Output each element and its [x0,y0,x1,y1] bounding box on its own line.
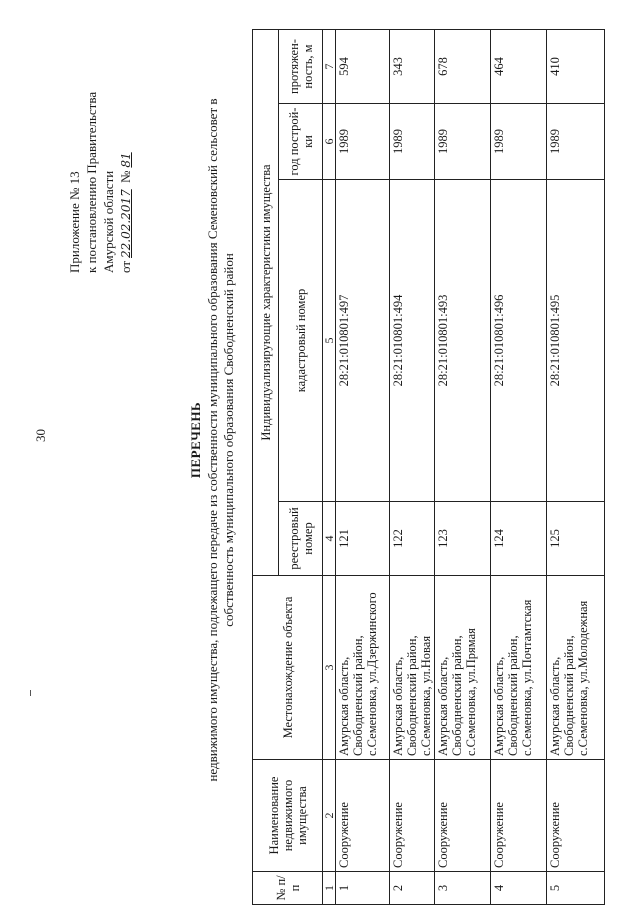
appendix-block [66,33,135,273]
cell-registry: 121 [336,502,390,576]
cell-cadastral: 28:21:010801:493 [435,180,491,502]
cell-name: Сооружение [547,760,605,872]
table-row [547,30,605,905]
cell-year: 1989 [336,104,390,180]
table-row [390,30,435,905]
cell-location: Амурская область, Свободненский район, с.Семеновка, ул.Почтамтская [491,576,547,760]
header-name: Наименование недвижимого имущества [253,760,323,872]
cell-location: Амурская область, Свободненский район, с.Семеновка, ул.Прямая [435,576,491,760]
column-number: 4 [323,502,336,576]
header-num: № п/п [253,872,323,905]
appendix-date-line [117,33,135,273]
cell-cadastral: 28:21:010801:494 [390,180,435,502]
handwritten-date: 22.02.2017 [119,189,133,258]
cell-cadastral: 28:21:010801:497 [336,180,390,502]
cell-name: Сооружение [491,760,547,872]
cell-location: Амурская область, Свободненский район, с.Семеновка, ул.Молодежная [547,576,605,760]
header-registry: реестровый номер [279,502,323,576]
column-number: 1 [323,872,336,905]
appendix-line: Приложение № 13 [67,171,82,273]
cell-length: 410 [547,30,605,104]
handwritten-number: 81 [119,152,133,168]
column-number: 5 [323,180,336,502]
column-number: 2 [323,760,336,872]
cell-registry: 125 [547,502,605,576]
cell-length: 464 [491,30,547,104]
cell-num: 3 [435,872,491,905]
column-number-row [323,30,336,905]
table-row [336,30,390,905]
cell-num: 2 [390,872,435,905]
cell-length: 594 [336,30,390,104]
cell-year: 1989 [491,104,547,180]
cell-year: 1989 [547,104,605,180]
table-row [435,30,491,905]
header-location: Местонахождение объекта [253,576,323,760]
column-number: 6 [323,104,336,180]
cell-num: 5 [547,872,605,905]
cell-cadastral: 28:21:010801:495 [547,180,605,502]
cell-year: 1989 [390,104,435,180]
column-number: 7 [323,30,336,104]
cell-registry: 123 [435,502,491,576]
cell-name: Сооружение [435,760,491,872]
page-number: 30 [33,429,48,442]
property-table [252,29,605,905]
cell-name: Сооружение [336,760,390,872]
appendix-line: Амурской области [101,170,116,273]
document-subtitle: недвижимого имущества, подлежащего передаче из собственности муниципального образования Семеновский сельсовет в [205,98,220,782]
date-prefix: от [118,260,133,273]
cell-num: 4 [491,872,547,905]
cell-num: 1 [336,872,390,905]
cell-registry: 124 [491,502,547,576]
document-title-block [188,95,237,785]
table-row [491,30,547,905]
appendix-line: к постановлению Правительства [84,91,99,273]
cell-registry: 122 [390,502,435,576]
header-characteristics: Индивидуализирующие характеристики имущества [253,30,279,576]
cell-name: Сооружение [390,760,435,872]
document-title: ПЕРЕЧЕНЬ [188,401,203,479]
document-subtitle: собственность муниципального образования Свободненский район [221,253,236,627]
header-length: протяжен-ность, м [279,30,323,104]
cell-year: 1989 [435,104,491,180]
cell-location: Амурская область, Свободненский район, с.Семеновка, ул.Дзержинского [336,576,390,760]
header-year: год построй-ки [279,104,323,180]
cell-location: Амурская область, Свободненский район, с.Семеновка, ул.Новая [390,576,435,760]
cell-length: 343 [390,30,435,104]
column-number: 3 [323,576,336,760]
header-cadastral: кадастровый номер [279,180,323,502]
cell-length: 678 [435,30,491,104]
cell-cadastral: 28:21:010801:496 [491,180,547,502]
number-prefix: № [118,170,133,184]
